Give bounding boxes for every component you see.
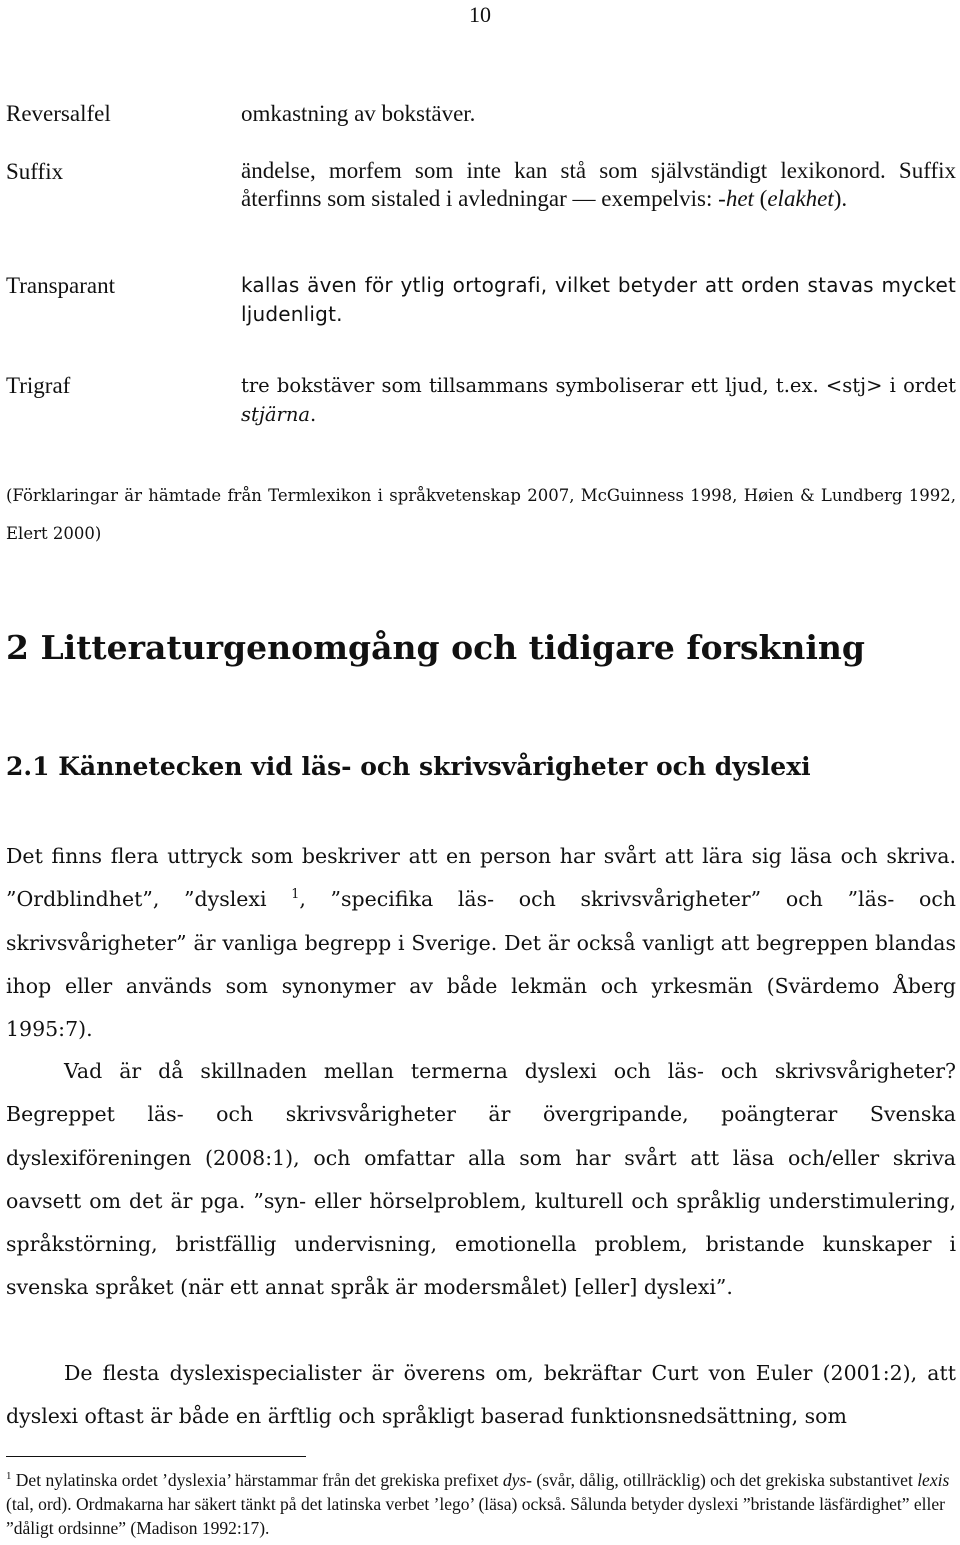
glossary-term: Trigraf <box>6 373 71 398</box>
glossary-term: Reversalfel <box>6 101 111 126</box>
body-paragraph-2: Vad är då skillnaden mellan termerna dyslexi och läs- och skrivsvårigheter? Begreppet läs- och skrivsvårigheter är övergripande, poängterar Svenska dyslexiföreningen (2008:1), och omfattar alla som har svårt att läsa och/eller skriva oavsett om det är pga. ”syn- eller hörselproblem, kulturell och språklig understimulering, språkstörning, bristfällig undervisning, emotionella problem, bristande kunskaper i svenska språket (när ett annat språk är modersmålet) [eller] dyslexi”. <box>6 1059 956 1300</box>
glossary-definition: tre bokstäver som tillsammans symboliserar ett ljud, t.ex. <stj> i ordet stjärna. <box>241 374 956 426</box>
section-heading: 2.1 Kännetecken vid läs- och skrivsvårigheter och dyslexi <box>6 752 811 781</box>
footnote-reference: 1 <box>291 886 300 902</box>
glossary-term: Transparant <box>6 273 116 298</box>
footnote-number: 1 <box>6 1470 12 1483</box>
glossary-definition: kallas även för ytlig ortografi, vilket betyder att orden stavas mycket ljudenligt. <box>241 273 956 326</box>
page-number: 10 <box>469 2 491 27</box>
footnote-separator <box>6 1456 306 1457</box>
glossary-definition: ändelse, morfem som inte kan stå som självständigt lexikonord. Suffix återfinns som sistaled i avledningar — exempelvis: -het (elakhet). <box>241 158 956 211</box>
glossary-definition: omkastning av bokstäver. <box>241 101 476 126</box>
body-paragraph-1: Det finns flera uttryck som beskriver att en person har svårt att lära sig läsa och skriva. ”Ordblindhet”, ”dyslexi $^1$, ”specifika läs- och skrivsvårigheter” och ”läs- och skrivsvårigheter” är vanliga begrepp i Sverige. Det är också vanligt att begreppen blandas ihop eller används som synonymer av både lekmän och yrkesmän (Svärdemo Åberg 1995:7). <box>6 844 956 1042</box>
glossary-term: Suffix <box>6 159 64 184</box>
body-paragraph-3: De flesta dyslexispecialister är överens om, bekräftar Curt von Euler (2001:2), att dyslexi oftast är både en ärftlig och språkligt baserad funktionsnedsättning, som <box>6 1361 956 1429</box>
chapter-heading: 2 Litteraturgenomgång och tidigare forskning <box>6 628 865 667</box>
sources-note: (Förklaringar är hämtade från Termlexikon i språkvetenskap 2007, McGuinness 1998, Høien & Lundberg 1992, Elert 2000) <box>6 485 956 543</box>
footnote: $^1$ Det nylatinska ordet ’dyslexia’ härstammar från det grekiska prefixet dys- (svår, dålig, otillräcklig) och det grekiska substantivet lexis (tal, ord). Ordmakarna har säkert tänkt på det latinska verbet ’lego’ (läsa) också. Sålunda betyder dyslexi ”bristande läsfärdighet” eller ”dåligt ordsinne” (Madison 1992:17). <box>6 1470 950 1538</box>
